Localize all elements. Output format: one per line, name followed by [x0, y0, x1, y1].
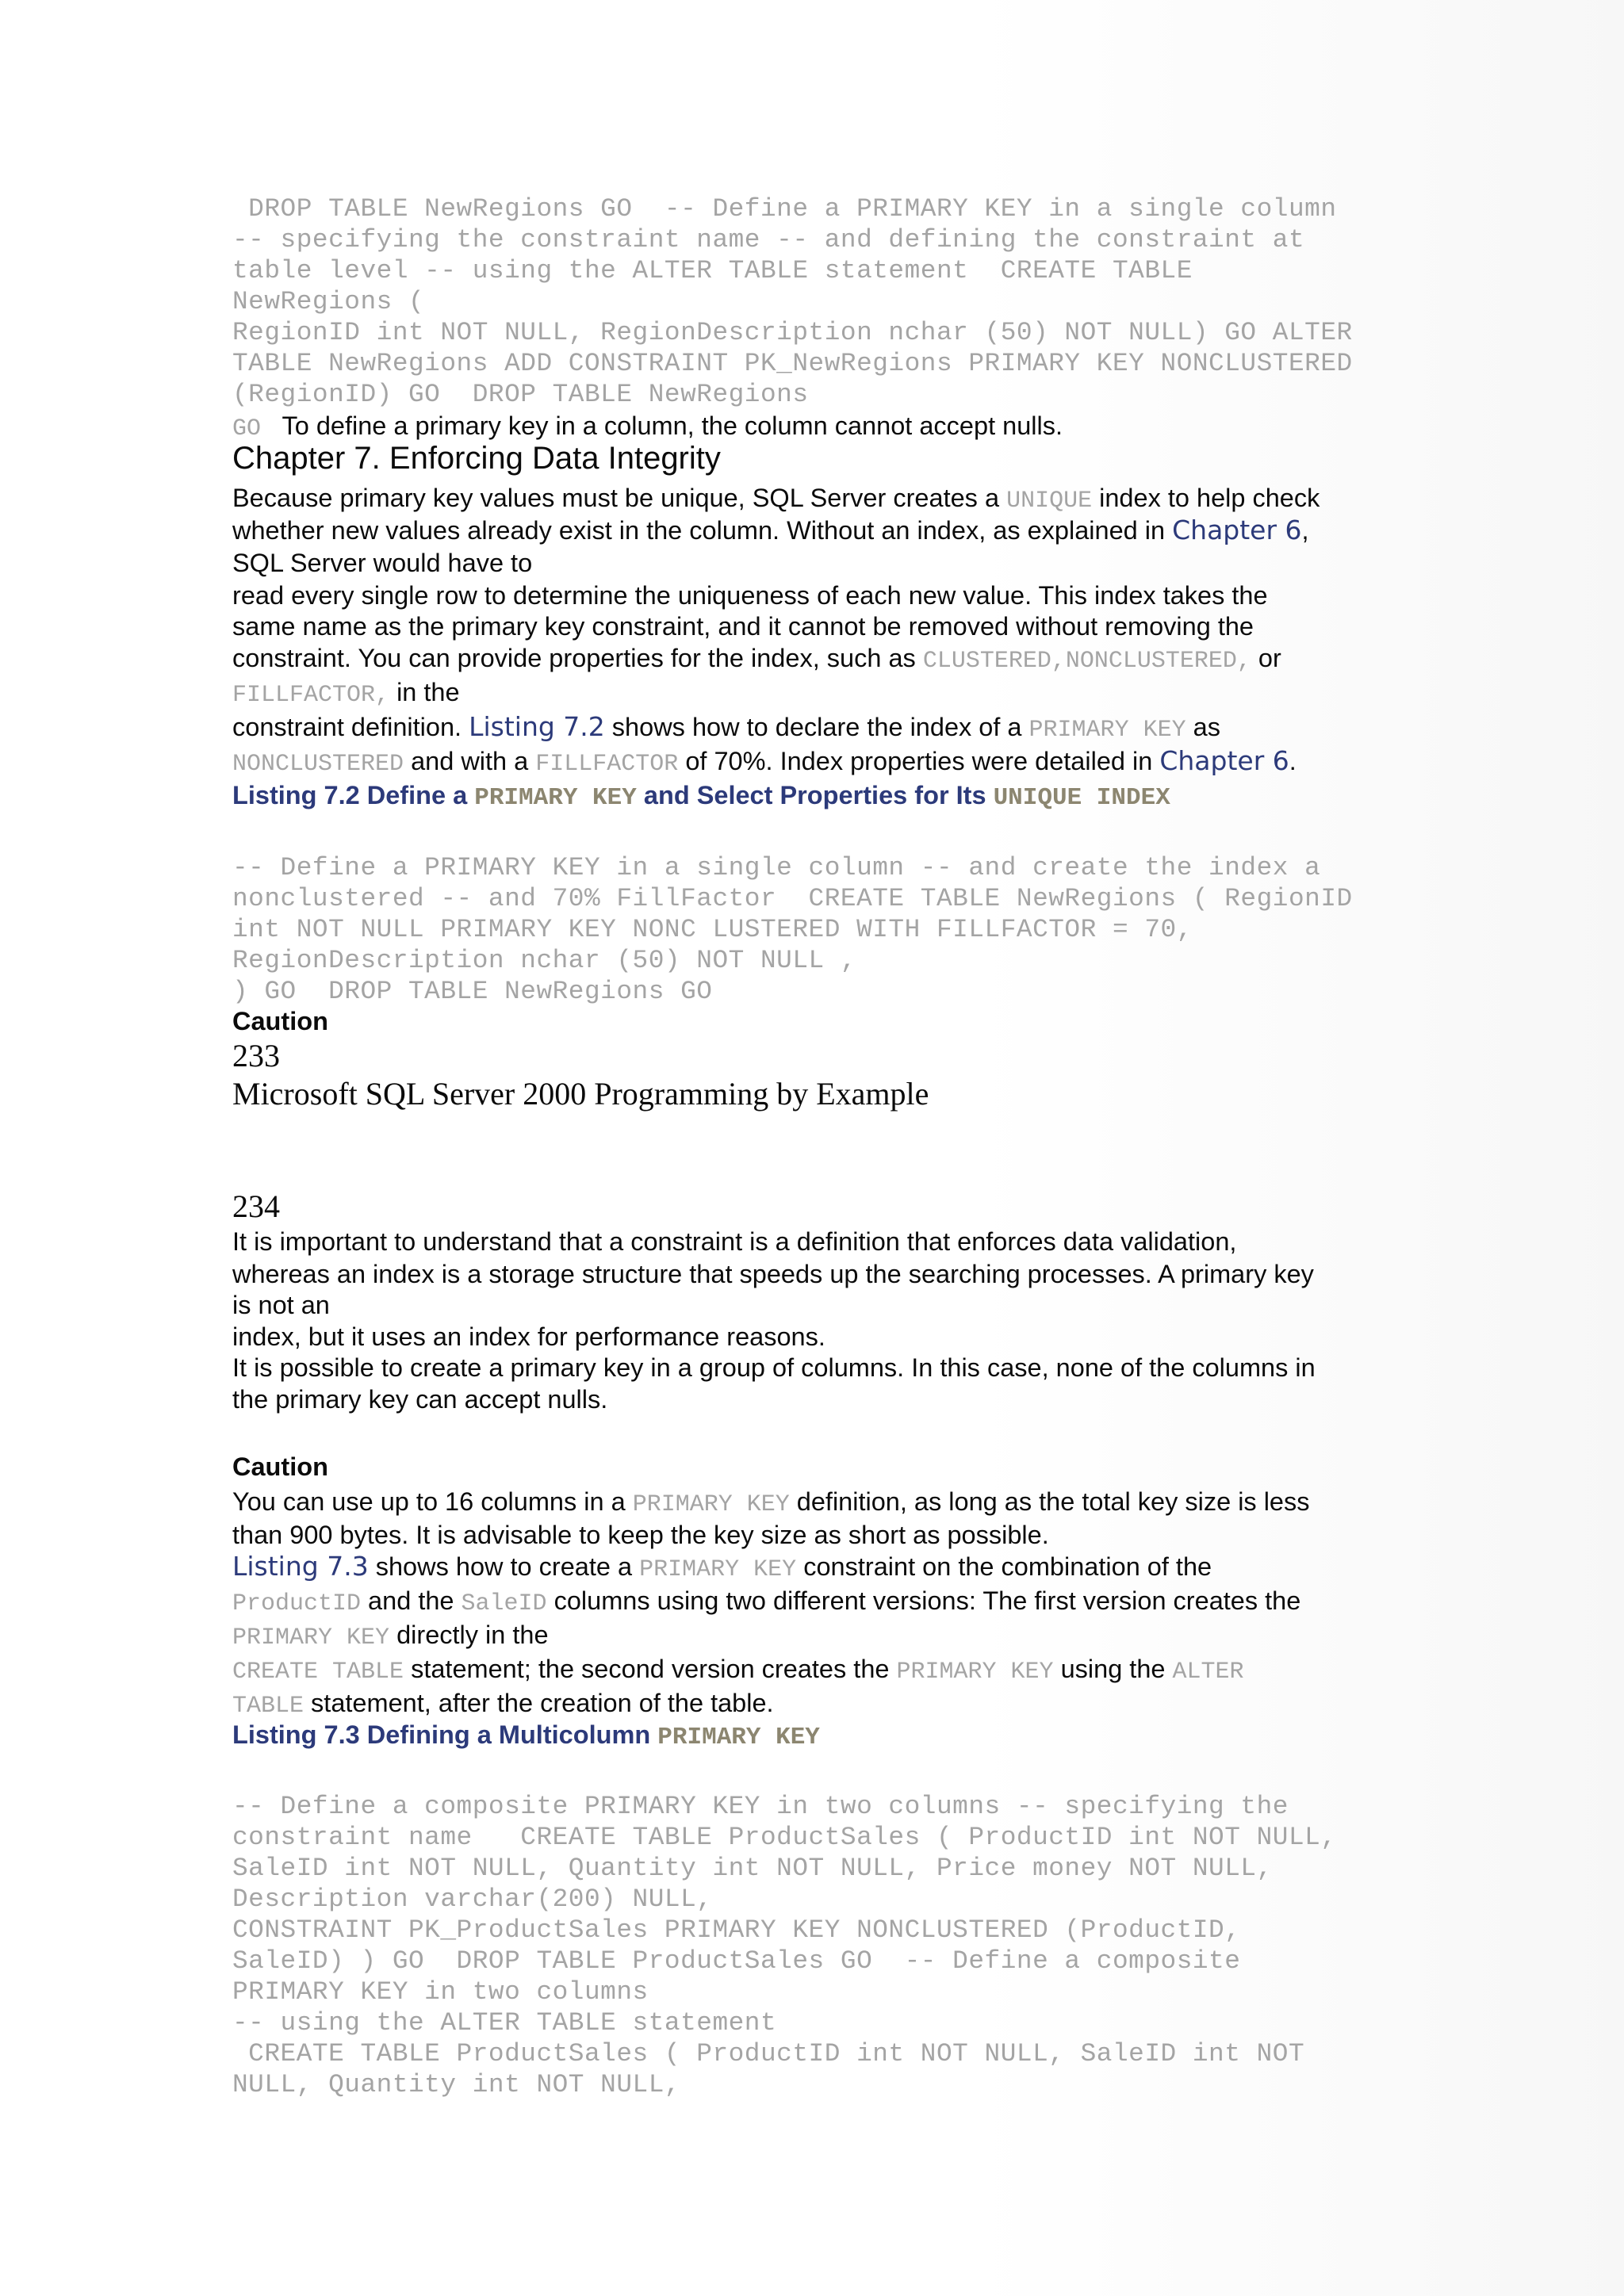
paragraph-line: whether new values already exist in the column. Without an index, as explained in Chapter 6, [232, 515, 1309, 545]
code-line: TABLE NewRegions ADD CONSTRAINT PK_NewRegions PRIMARY KEY NONCLUSTERED [232, 349, 1353, 378]
paragraph-line: CREATE TABLE statement; the second version creates the PRIMARY KEY using the ALTER [232, 1655, 1244, 1686]
paragraph-line: It is important to understand that a constraint is a definition that enforces data validation, [232, 1227, 1237, 1256]
caution-label: Caution [232, 1007, 328, 1035]
code-line: nonclustered -- and 70% FillFactor CREATE TABLE NewRegions ( RegionID [232, 884, 1353, 913]
chapter-heading: Chapter 7. Enforcing Data Integrity [232, 441, 721, 476]
code-line: constraint name CREATE TABLE ProductSales ( ProductID int NOT NULL, [232, 1823, 1337, 1852]
code-line: DROP TABLE NewRegions GO -- Define a PRIMARY KEY in a single column [232, 194, 1337, 224]
paragraph-line: TABLE statement, after the creation of the table. [232, 1689, 774, 1720]
paragraph-line: FILLFACTOR, in the [232, 678, 460, 709]
listing-7-2-link[interactable]: Listing 7.2 [469, 711, 605, 742]
paragraph-line: Listing 7.3 shows how to create a PRIMARY KEY constraint on the combination of the [232, 1551, 1212, 1583]
code-line: table level -- using the ALTER TABLE statement CREATE TABLE [232, 256, 1193, 285]
paragraph-line: the primary key can accept nulls. [232, 1385, 608, 1414]
listing-7-3-link[interactable]: Listing 7.3 [232, 1551, 369, 1582]
code-line: RegionDescription nchar (50) NOT NULL , [232, 946, 857, 975]
chapter-6-link[interactable]: Chapter 6 [1159, 745, 1289, 776]
code-line: CREATE TABLE ProductSales ( ProductID int NOT NULL, SaleID int NOT [232, 2039, 1305, 2068]
paragraph-line: constraint definition. Listing 7.2 shows how to declare the index of a PRIMARY KEY as [232, 711, 1220, 744]
paragraph-line: constraint. You can provide properties for the index, such as CLUSTERED,NONCLUSTERED, or [232, 644, 1281, 675]
paragraph-line: ProductID and the SaleID columns using two different versions: The first version creates the [232, 1586, 1301, 1617]
listing-7-3-heading: Listing 7.3 Defining a Multicolumn PRIMARY KEY [232, 1720, 820, 1751]
paragraph-line: It is possible to create a primary key in a group of columns. In this case, none of the columns in [232, 1353, 1316, 1382]
paragraph-line: index, but it uses an index for performance reasons. [232, 1322, 825, 1351]
code-line: (RegionID) GO DROP TABLE NewRegions [232, 380, 809, 409]
code-line: -- specifying the constraint name -- and defining the constraint at [232, 225, 1305, 254]
paragraph-line: Because primary key values must be unique, SQL Server creates a UNIQUE index to help check [232, 484, 1320, 515]
paragraph-line: whereas an index is a storage structure that speeds up the searching processes. A primary key [232, 1260, 1314, 1288]
book-title: Microsoft SQL Server 2000 Programming by Example [232, 1076, 929, 1112]
caution-label: Caution [232, 1452, 328, 1481]
code-line: -- Define a composite PRIMARY KEY in two columns -- specifying the [232, 1792, 1289, 1821]
paragraph-line: same name as the primary key constraint, and it cannot be removed without removing the [232, 612, 1254, 641]
paragraph-line: PRIMARY KEY directly in the [232, 1621, 549, 1651]
code-line: -- using the ALTER TABLE statement [232, 2008, 777, 2038]
listing-7-2-heading: Listing 7.2 Define a PRIMARY KEY and Select Properties for Its UNIQUE INDEX [232, 781, 1170, 812]
page-number: 234 [232, 1188, 280, 1224]
page-number: 233 [232, 1038, 280, 1073]
code-line: ) GO DROP TABLE NewRegions GO [232, 977, 713, 1006]
code-line: PRIMARY KEY in two columns [232, 1977, 649, 2007]
code-line: NewRegions ( [232, 287, 425, 316]
go-text-line: GO To define a primary key in a column, the column cannot accept nulls. [232, 411, 1063, 442]
code-line: RegionID int NOT NULL, RegionDescription nchar (50) NOT NULL) GO ALTER [232, 318, 1353, 347]
paragraph-line: SQL Server would have to [232, 549, 533, 577]
paragraph-line: is not an [232, 1291, 330, 1319]
paragraph-line: than 900 bytes. It is advisable to keep the key size as short as possible. [232, 1521, 1049, 1549]
paragraph-line: read every single row to determine the uniqueness of each new value. This index takes the [232, 581, 1268, 610]
code-line: SaleID) ) GO DROP TABLE ProductSales GO -- Define a composite [232, 1946, 1241, 1976]
code-line: -- Define a PRIMARY KEY in a single column -- and create the index a [232, 853, 1321, 882]
chapter-6-link[interactable]: Chapter 6 [1172, 515, 1302, 545]
code-line: CONSTRAINT PK_ProductSales PRIMARY KEY NONCLUSTERED (ProductID, [232, 1915, 1241, 1945]
paragraph-line: You can use up to 16 columns in a PRIMARY KEY definition, as long as the total key size is less [232, 1487, 1310, 1518]
code-line: SaleID int NOT NULL, Quantity int NOT NULL, Price money NOT NULL, [232, 1854, 1273, 1883]
paragraph-line: NONCLUSTERED and with a FILLFACTOR of 70%. Index properties were detailed in Chapter 6. [232, 745, 1297, 778]
code-line: Description varchar(200) NULL, [232, 1885, 713, 1914]
code-line: int NOT NULL PRIMARY KEY NONC LUSTERED WITH FILLFACTOR = 70, [232, 915, 1193, 944]
code-line: NULL, Quantity int NOT NULL, [232, 2070, 681, 2099]
inline-code: GO [232, 415, 276, 442]
